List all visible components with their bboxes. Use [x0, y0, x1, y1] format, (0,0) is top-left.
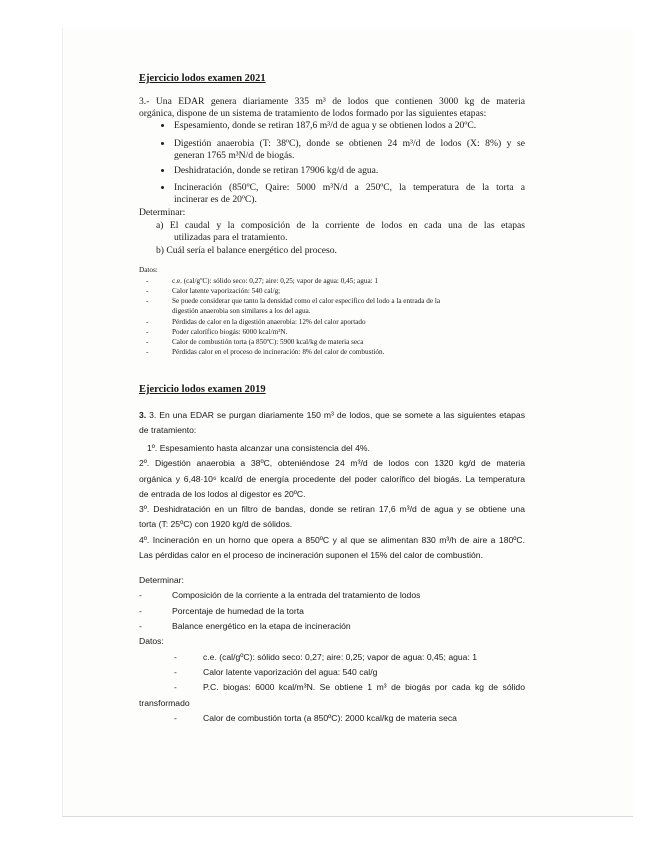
bullet-icon	[161, 186, 164, 189]
question-item: a) El caudal y la composición de la corriente de lodos en cada una de las etapas	[156, 220, 525, 231]
question-item-cont: utilizadas para el tratamiento.	[174, 232, 288, 243]
bullet-icon	[161, 169, 164, 172]
datos-item: Poder calorífico biogás: 6000 kcal/m³N.	[172, 328, 288, 336]
datos-label: Datos:	[139, 266, 158, 274]
dash-icon: -	[174, 682, 177, 692]
dash-icon: -	[146, 328, 149, 336]
section-heading-2021: Ejercicio lodos examen 2021	[139, 73, 266, 84]
dash-icon: -	[139, 590, 142, 600]
statement-line: Las pérdidas calor en el proceso de incineración suponen el 15% del calor de combustión.	[139, 550, 483, 560]
determinar-label: Determinar:	[139, 207, 186, 218]
datos-item: Calor latente vaporización: 540 cal/g;	[172, 287, 281, 295]
dash-icon: -	[174, 713, 177, 723]
intro-line-2: orgánica, dispone de un sistema de tratamiento de lodos formado por las siguientes etapas:	[139, 108, 487, 119]
statement-line: torta (T: 25ºC) con 1920 kg/d de sólidos.	[139, 519, 293, 529]
datos-item: Calor latente vaporización del agua: 540 cal/g	[203, 667, 378, 677]
statement-line: 3º. Deshidratación en un filtro de bandas, donde se retiran 17,6 m³/d de agua y se obtiene una	[139, 504, 525, 514]
dash-icon: -	[146, 297, 149, 305]
datos-item: Calor de combustión torta (a 850ºC): 2000 kcal/kg de materia seca	[203, 713, 457, 723]
dash-icon: -	[174, 667, 177, 677]
datos-label: Datos:	[139, 636, 164, 646]
question-item: b) Cuál sería el balance energético del proceso.	[156, 245, 337, 256]
statement-line: 3. 3. En una EDAR se purgan diariamente 150 m³ de lodos, que se somete a las siguientes etapas	[139, 410, 526, 420]
section-heading-2019: Ejercicio lodos examen 2019	[139, 384, 266, 395]
datos-item: Pérdidas de calor en la digestión anaerobia: 12% del calor aportado	[172, 318, 366, 326]
stage-item: Digestión anaerobia (T: 38ºC), donde se obtienen 24 m³/d de lodos (X: 8%) y se	[174, 138, 525, 149]
statement-line: de entrada de los lodos al digestor es 20ºC.	[139, 489, 306, 499]
statement-line: 2º. Digestión anaerobia a 38ºC, obteniéndose 24 m³/d de lodos con 1320 kg/d de materia	[139, 458, 525, 468]
statement-line: de tratamiento:	[139, 425, 197, 435]
datos-item-cont: transformado	[139, 698, 190, 708]
dash-icon: -	[146, 277, 149, 285]
dash-icon: -	[146, 318, 149, 326]
datos-item: Pérdidas calor en el proceso de incineración: 8% del calor de combustión.	[172, 348, 385, 356]
intro-line-1: 3.- Una EDAR genera diariamente 335 m³ de lodos que contienen 3000 kg de materia	[139, 96, 525, 107]
dash-icon: -	[146, 348, 149, 356]
dash-icon: -	[146, 338, 149, 346]
determinar-label: Determinar:	[139, 575, 184, 585]
stage-item: Espesamiento, donde se retiran 187,6 m³/d de agua y se obtienen lodos a 20ºC.	[174, 120, 477, 131]
question-item: Balance energético en la etapa de incineración	[172, 621, 351, 631]
datos-item-cont: digestión anaerobia son similares a los del agua.	[172, 307, 311, 315]
dash-icon: -	[146, 287, 149, 295]
dash-icon: -	[139, 606, 142, 616]
statement-line: 4º. Incineración en un horno que opera a 850ºC y al que se alimentan 830 m³/h de aire a 180ºC.	[139, 535, 525, 545]
datos-item: P.C. biogas: 6000 kcal/m³N. Se obtiene 1 m³ de biogás por cada kg de sólido	[203, 682, 525, 692]
statement-text: 3. En una EDAR se purgan diariamente 150 m³ de lodos, que se somete a las siguientes etapas	[149, 410, 526, 420]
bullet-icon	[161, 142, 164, 145]
datos-item: Calor de combustión torta (a 850ºC): 5900 kcal/kg de materia seca	[172, 338, 364, 346]
datos-item: c.e. (cal/gºC): sólido seco: 0,27; aire: 0,25; vapor de agua: 0,45; agua: 1	[203, 652, 478, 662]
stage-item: Deshidratación, donde se retiran 17906 kg/d de agua.	[174, 165, 379, 176]
datos-item: Se puede considerar que tanto la densidad como el calor específico del lodo a la entrada de la	[172, 297, 441, 305]
stage-item: Incineración (850ºC, Qaire: 5000 m³N/d a 250ºC, la temperatura de la torta a	[174, 182, 525, 193]
question-item: Composición de la corriente a la entrada del tratamiento de lodos	[172, 590, 421, 600]
statement-line: 1º. Espesamiento hasta alcanzar una consistencia del 4%.	[147, 443, 370, 453]
question-item: Porcentaje de humedad de la torta	[172, 606, 304, 616]
stage-item-cont: incinerar es de 20ºC).	[174, 194, 257, 205]
datos-item: c.e. (cal/gºC): sólido seco: 0,27; aire: 0,25; vapor de agua: 0,45; agua: 1	[172, 277, 379, 285]
dash-icon: -	[139, 621, 142, 631]
bullet-icon	[161, 124, 164, 127]
dash-icon: -	[174, 652, 177, 662]
statement-line: orgánica y 6,48·10⁶ kcal/d de energía procedente del poder calorífico del biogás. La temperatura	[139, 474, 525, 484]
stage-item-cont: generan 1765 m³N/d de biogás.	[174, 150, 295, 161]
